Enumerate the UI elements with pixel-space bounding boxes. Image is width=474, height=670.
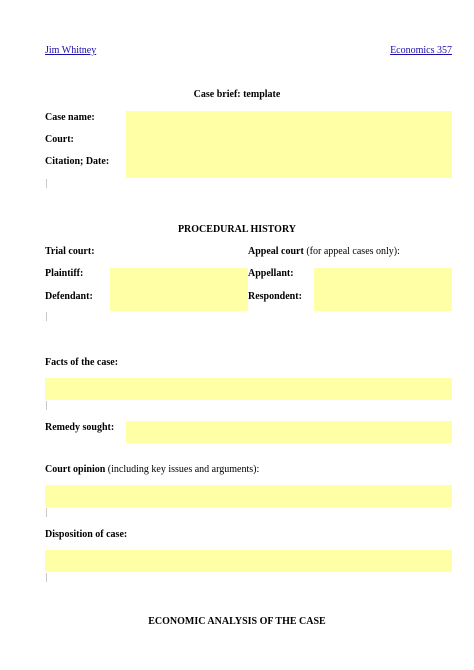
remedy-field[interactable] [126,421,452,443]
respondent-label: Respondent: [248,291,302,302]
trial-parties-field[interactable] [110,268,248,311]
procedural-history-heading: PROCEDURAL HISTORY [177,224,297,235]
remedy-label: Remedy sought: [45,422,115,433]
court-opinion-note: (including key issues and arguments): [105,464,260,475]
text-cursor-mark [46,508,47,517]
economic-analysis-heading: ECONOMIC ANALYSIS OF THE CASE [148,616,326,627]
court-opinion-field[interactable] [45,485,452,507]
appeal-parties-field[interactable] [314,268,452,311]
text-cursor-mark [46,312,47,321]
case-info-field[interactable] [126,111,452,178]
appeal-court-label: Appeal court [248,246,304,257]
appellant-label: Appellant: [248,268,294,279]
defendant-label: Defendant: [45,291,93,302]
appeal-court-note: (for appeal cases only): [303,246,400,257]
text-cursor-mark [46,179,47,188]
facts-field[interactable] [45,378,452,400]
document-title: Case brief: template [193,89,281,100]
court-label: Court: [45,134,74,145]
plaintiff-label: Plaintiff: [45,268,84,279]
case-name-label: Case name: [45,112,95,123]
appeal-court-line [248,246,400,257]
disposition-field[interactable] [45,550,452,572]
disposition-label: Disposition of case: [45,529,128,540]
text-cursor-mark [46,573,47,582]
court-opinion-line [45,464,259,475]
text-cursor-mark [46,401,47,410]
citation-date-label: Citation; Date: [45,156,110,167]
court-opinion-label: Court opinion [45,464,106,475]
facts-label: Facts of the case: [45,357,119,368]
author-link[interactable]: Jim Whitney [45,45,97,56]
trial-court-label: Trial court: [45,246,95,257]
course-link[interactable]: Economics 357 [390,45,452,56]
